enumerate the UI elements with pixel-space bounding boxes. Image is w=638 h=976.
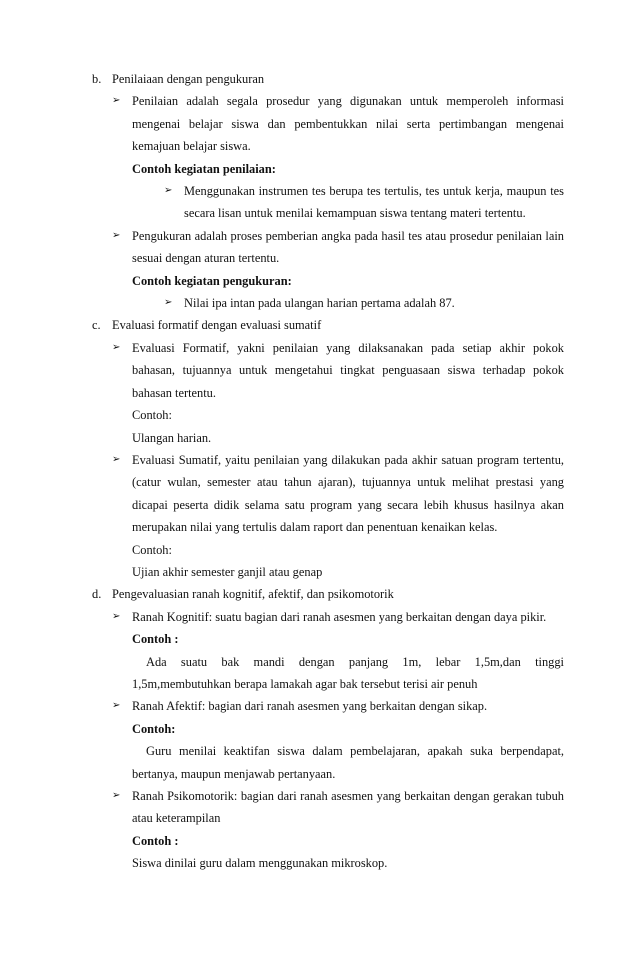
section-letter: c. xyxy=(92,318,101,333)
sub-bullet-item xyxy=(164,180,564,225)
sub-bullet-item xyxy=(164,292,564,314)
bullet-item xyxy=(112,785,564,830)
bullet-text: Penilaian adalah segala prosedur yang digunakan untuk memperoleh informasi mengenai belajar siswa dan pembentukkan nilai serta pertimbangan mengenai kemajuan belajar siswa. xyxy=(132,94,564,154)
example-label: Contoh kegiatan penilaian: xyxy=(132,161,276,176)
bullet-text: Ranah Afektif: bagian dari ranah asesmen yang berkaitan dengan sikap. xyxy=(132,699,488,714)
section-c-heading xyxy=(92,314,564,336)
bullet-text: Ranah Psikomotorik: bagian dari ranah asesmen yang berkaitan dengan gerakan tubuh atau keterampilan xyxy=(132,789,564,826)
bullet-item xyxy=(112,337,564,404)
arrow-bullet-icon: ➢ xyxy=(112,610,121,622)
arrow-bullet-icon: ➢ xyxy=(112,453,121,465)
example-label: Contoh: xyxy=(132,721,176,736)
section-d-heading xyxy=(92,583,564,605)
example-text: Guru menilai keaktifan siswa dalam pembelajaran, apakah suka berpendapat, bertanya, maupun menjawab pertanyaan. xyxy=(132,744,564,781)
bullet-item xyxy=(112,449,564,539)
section-letter: b. xyxy=(92,72,102,86)
arrow-bullet-icon: ➢ xyxy=(112,341,121,353)
bullet-item xyxy=(112,225,564,270)
bullet-text: Evaluasi Sumatif, yaitu penilaian yang dilakukan pada akhir satuan program tertentu, (catur wulan, semester atau tahun ajaran), tujuannya untuk melihat prestasi yang dicapai peserta didik selama satu program yang secara lebih khusus hasilnya akan merupakan nilai yang tertulis dalam raport dan penentuan kenaikan kelas. xyxy=(132,452,564,535)
section-title: Penilaiaan dengan pengukuran xyxy=(112,72,265,86)
arrow-bullet-icon: ➢ xyxy=(164,185,173,197)
example-text: Ada suatu bak mandi dengan panjang 1m, lebar 1,5m,dan tinggi 1,5m,membutuhkan berapa lamakah agar bak tersebut terisi air penuh xyxy=(132,654,564,691)
example-label: Contoh: xyxy=(132,542,172,557)
section-title: Pengevaluasian ranah kognitif, afektif, dan psikomotorik xyxy=(112,587,394,602)
example-label: Contoh kegiatan pengukuran: xyxy=(132,273,292,288)
bullet-text: Evaluasi Formatif, yakni penilaian yang dilaksanakan pada setiap akhir pokok bahasan, tujuannya untuk mengetahui tingkat penguasaan siswa terhadap pokok bahasan tertentu. xyxy=(132,340,564,400)
arrow-bullet-icon: ➢ xyxy=(112,700,121,712)
sub-bullet-text: Nilai ipa intan pada ulangan harian pertama adalah 87. xyxy=(184,296,455,311)
example-label: Contoh : xyxy=(132,632,179,647)
section-b-heading xyxy=(92,68,564,90)
bullet-text: Ranah Kognitif: suatu bagian dari ranah asesmen yang berkaitan dengan daya pikir. xyxy=(132,609,547,624)
bullet-item xyxy=(112,90,564,157)
example-text: Ulangan harian. xyxy=(132,430,212,445)
sub-bullet-text: Menggunakan instrumen tes berupa tes tertulis, tes untuk kerja, maupun tes secara lisan untuk menilai kemampuan siswa tentang materi tertentu. xyxy=(184,184,564,221)
arrow-bullet-icon: ➢ xyxy=(164,297,173,309)
example-text: Ujian akhir semester ganjil atau genap xyxy=(132,564,323,579)
example-label: Contoh : xyxy=(132,833,179,848)
bullet-text: Pengukuran adalah proses pemberian angka pada hasil tes atau prosedur penilaian lain sesuai dengan aturan tertentu. xyxy=(132,228,564,266)
bullet-item xyxy=(112,606,564,628)
example-text: Siswa dinilai guru dalam menggunakan mikroskop. xyxy=(132,856,388,871)
bullet-item xyxy=(112,695,564,717)
section-letter: d. xyxy=(92,587,102,602)
arrow-bullet-icon: ➢ xyxy=(112,229,121,241)
arrow-bullet-icon: ➢ xyxy=(112,790,121,801)
arrow-bullet-icon: ➢ xyxy=(112,95,121,107)
section-title: Evaluasi formatif dengan evaluasi sumatif xyxy=(112,318,322,333)
example-label: Contoh: xyxy=(132,408,172,423)
